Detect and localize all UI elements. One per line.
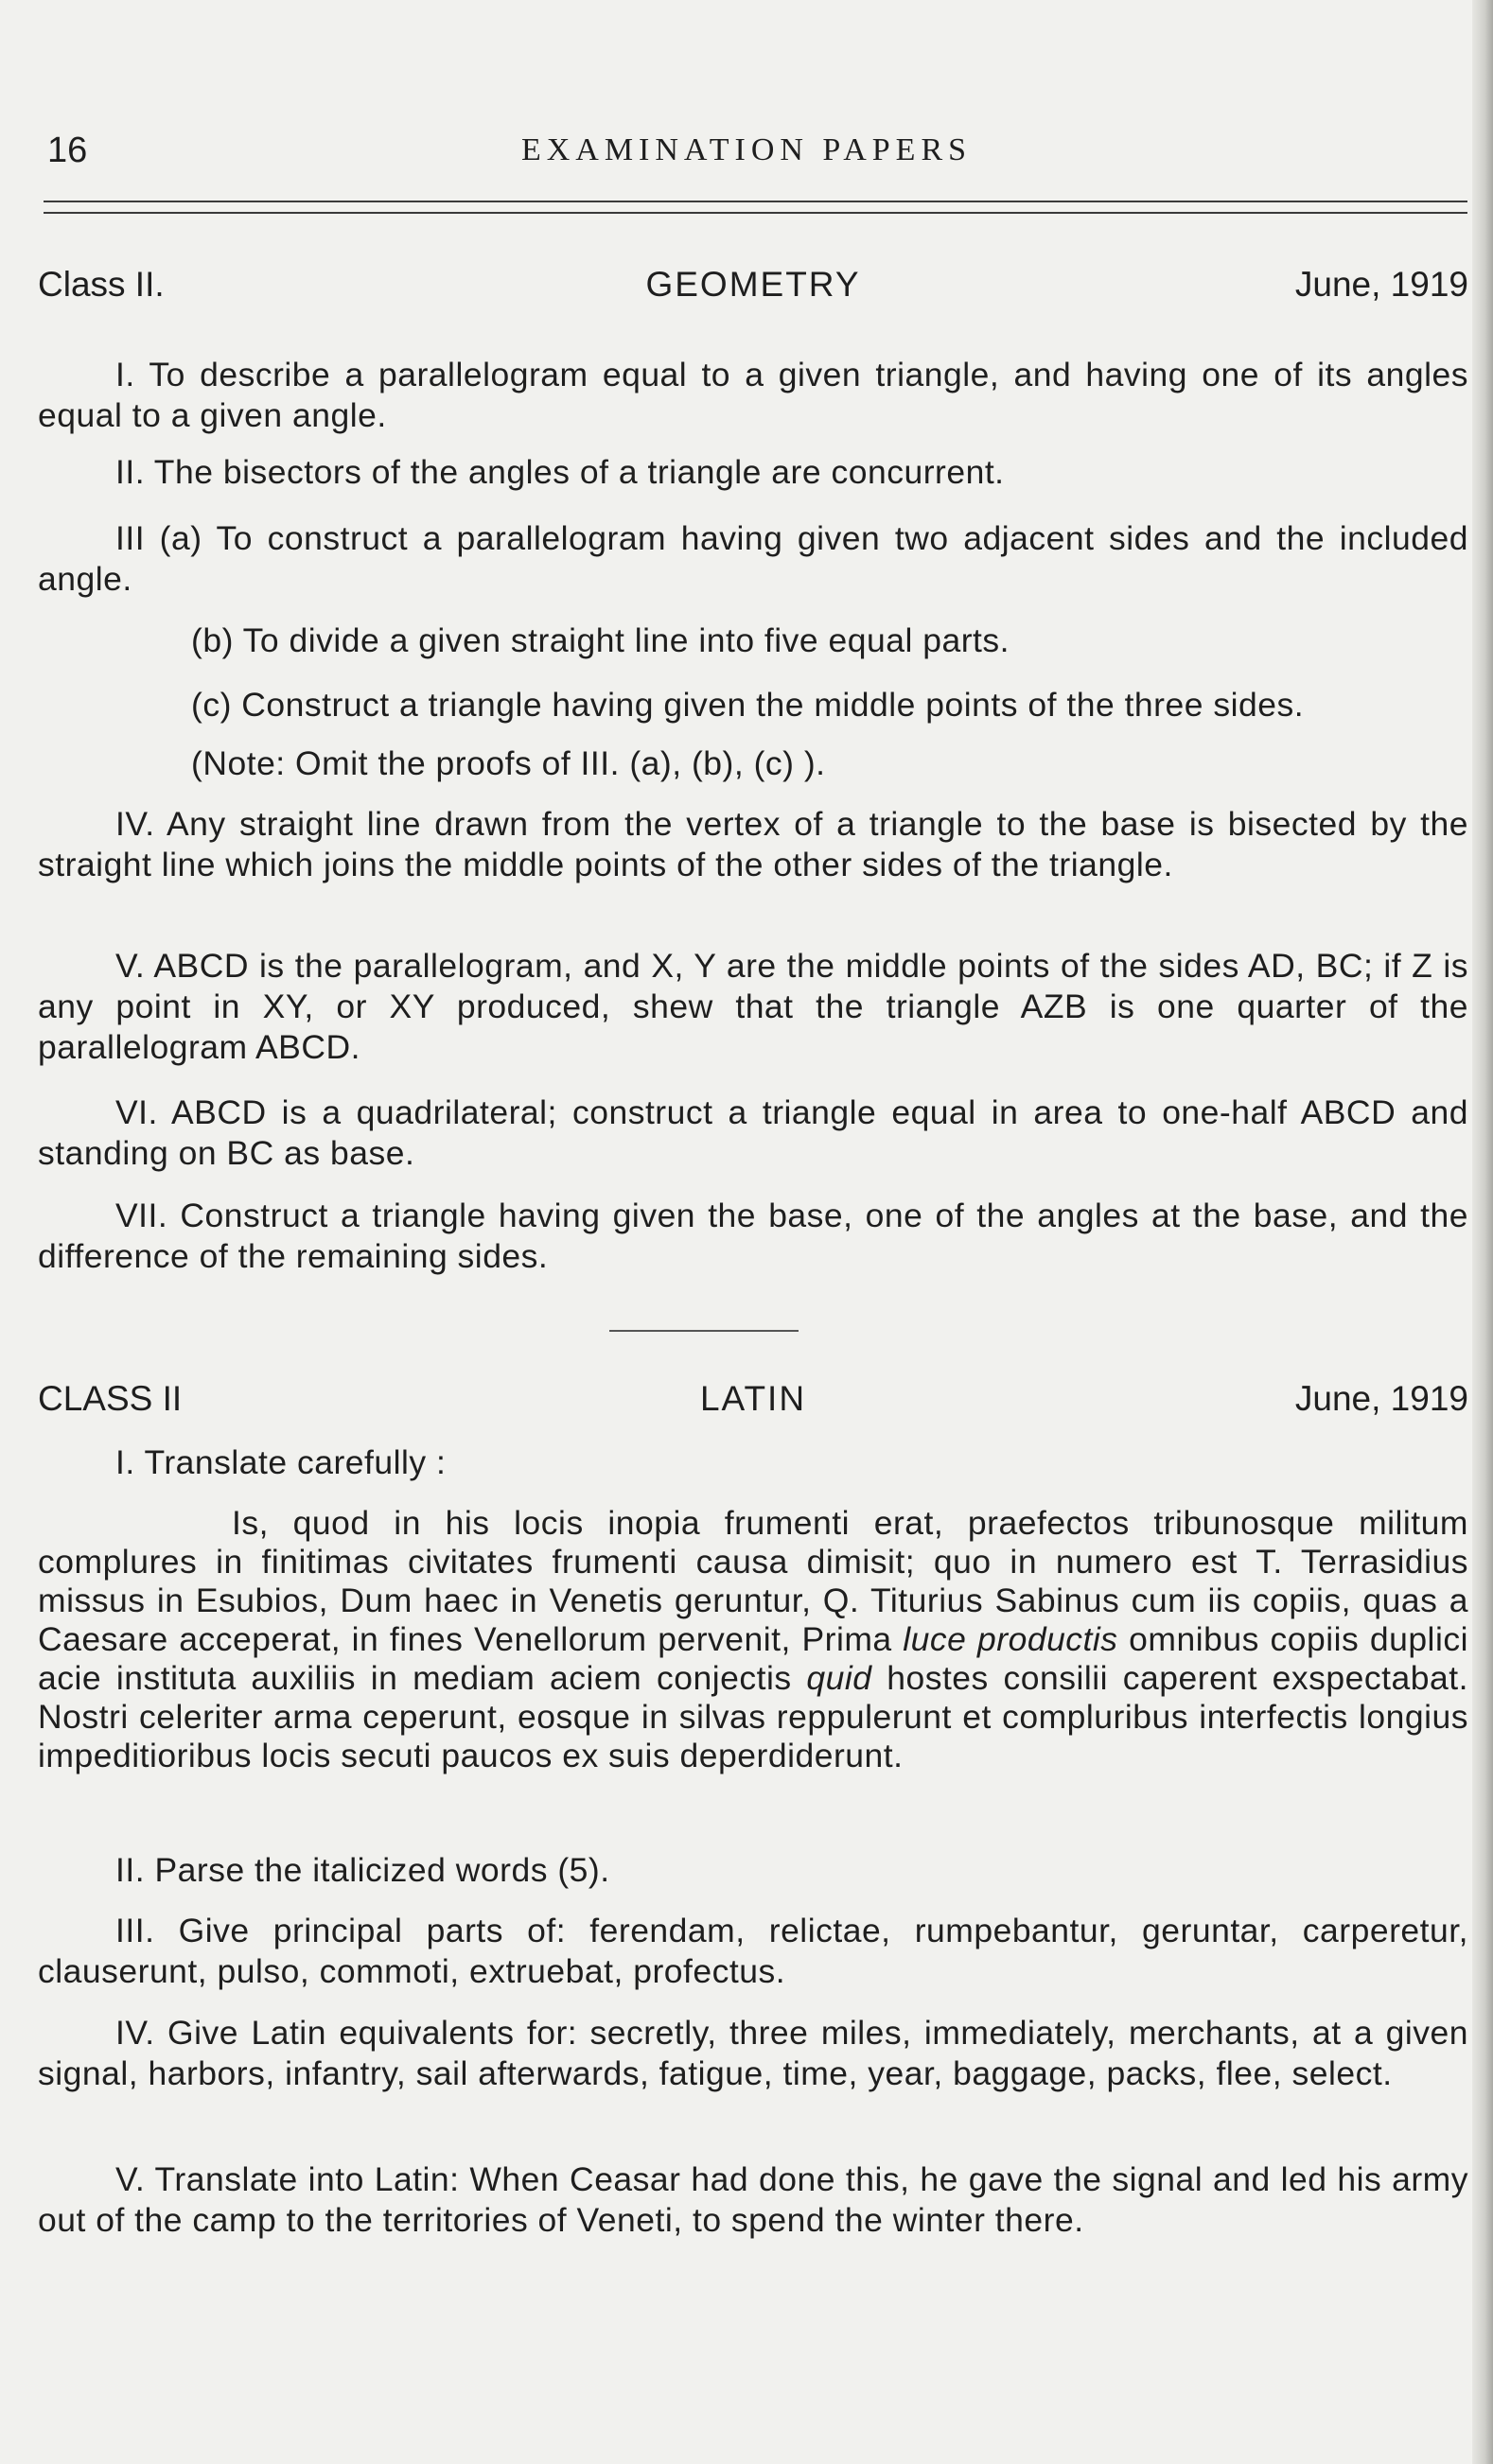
geometry-question-4: IV. Any straight line drawn from the vertex of a triangle to the base is bisected by the straight line which joins the middle points of the other sides of the triangle. [38,805,1468,883]
geometry-date: June, 1919 [1294,265,1468,304]
geometry-question-3a: III (a) To construct a parallelogram having given two adjacent sides and the included angle. [38,519,1468,598]
geometry-question-3b: (b) To divide a given straight line into five equal parts. [191,621,1010,659]
latin-passage-italic-1: luce productis [903,1620,1118,1658]
latin-date: June, 1919 [1294,1379,1468,1418]
geometry-class: Class II. [38,265,165,304]
geometry-section-heading [38,265,1468,312]
latin-class: CLASS II [38,1379,183,1418]
page-number: 16 [47,131,88,170]
geometry-note: (Note: Omit the proofs of III. (a), (b), (c) ). [191,744,826,782]
running-title: EXAMINATION PAPERS [520,132,973,167]
geometry-question-7: VII. Construct a triangle having given the base, one of the angles at the base, and the difference of the remaining sides. [38,1197,1468,1275]
latin-question-3: III. Give principal parts of: ferendam, relictae, rumpebantur, geruntar, carperetur, clauserunt, pulso, commoti, extruebat, profectus. [38,1912,1468,1990]
header-rule-bottom [44,212,1467,214]
page-spine-shadow [1472,0,1493,2464]
latin-question-2: II. Parse the italicized words (5). [115,1851,610,1889]
geometry-question-6: VI. ABCD is a quadrilateral; construct a triangle equal in area to one-half ABCD and standing on BC as base. [38,1093,1468,1172]
latin-passage [38,1504,1468,1775]
latin-passage-part-c: hostes consilii caperent exspectabat. Nostri celeriter arma ceperunt, eosque in silvas reppulerunt et compluribus interfectis longius impeditioribus locis secuti paucos ex suis deperdiderunt. [38,1659,1468,1774]
latin-question-5: V. Translate into Latin: When Ceasar had done this, he gave the signal and led his army out of the camp to the territories of Veneti, to spend the winter there. [38,2160,1468,2239]
latin-passage-part-a: Is, quod in his locis inopia frumenti erat, praefectos tribunosque militum complures in finitimas civitates frumenti causa dimisit; quo in numero est T. Terrasidius missus in Esubios, Dum haec in Venetis geruntur, Q. Titurius Sabinus cum iis copiis, quas a Caesare acceperat, in fines Venellorum pervenit, Prima [38,1504,1468,1658]
latin-passage-part-b: omnibus copiis duplici acie instituta auxiliis in mediam aciem conjectis [38,1620,1468,1697]
geometry-question-1: I. To describe a parallelogram equal to a given triangle, and having one of its angles equal to a given angle. [38,356,1468,434]
latin-section-heading [38,1379,1468,1426]
latin-question-4: IV. Give Latin equivalents for: secretly, three miles, immediately, merchants, at a given signal, harbors, infantry, sail afterwards, fatigue, time, year, baggage, packs, flee, select. [38,2014,1468,2092]
geometry-question-5: V. ABCD is the parallelogram, and X, Y are the middle points of the sides AD, BC; if Z is any point in XY, or XY produced, shew that the triangle AZB is one quarter of the parallelogram ABCD. [38,947,1468,1066]
latin-question-1: I. Translate carefully : [115,1443,447,1481]
geometry-question-3c: (c) Construct a triangle having given the middle points of the three sides. [191,686,1305,724]
latin-passage-italic-2: quid [806,1659,872,1697]
geometry-question-2: II. The bisectors of the angles of a triangle are concurrent. [115,453,1005,491]
latin-subject: LATIN [699,1379,807,1418]
section-separator [609,1330,799,1332]
header-rule-top [44,201,1467,202]
geometry-subject: GEOMETRY [645,265,861,304]
